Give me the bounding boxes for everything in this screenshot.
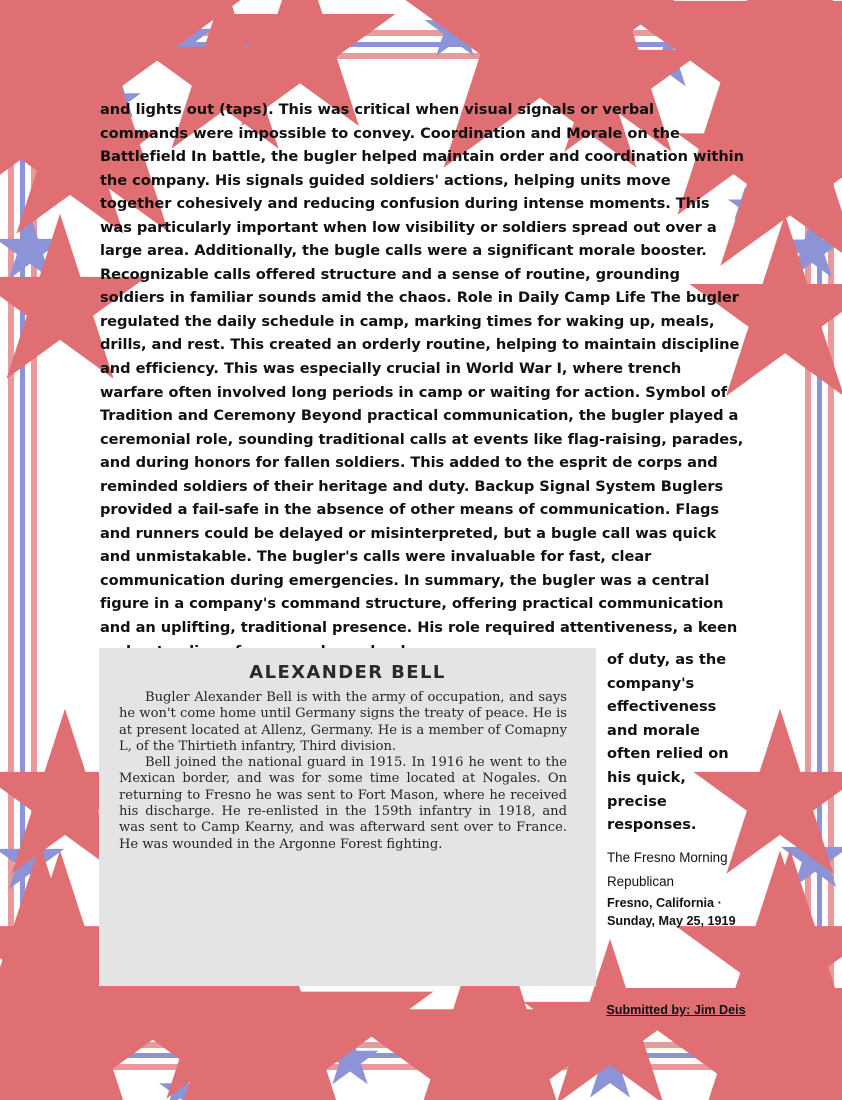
clipping-headline: ALEXANDER BELL (249, 662, 446, 683)
newspaper-clipping (99, 648, 596, 986)
submitted-by: Submitted by: Jim Deis (606, 1003, 746, 1017)
clipping-paragraph-2: Bell joined the national guard in 1915. In 1916 he went to the Mexican border, and was for some time located at Nogales. On returning to Fresno he was sent to Fort Mason, where he received his discharge. He re-enlisted in the 159th infantry in 1918, and was sent to Camp Kearny, and was afterward sent over to France. He was wounded in the Argonne Forest fighting. (119, 755, 567, 852)
article-continuation: of duty, as the company's effectiveness and morale often relied on his quick, precise responses. (607, 651, 729, 834)
source-citation (607, 846, 757, 930)
citation-location-date: Fresno, California · Sunday, May 25, 1919 (607, 895, 736, 928)
article-body: and lights out (taps). This was critical when visual signals or verbal commands were impossible to convey. Coordination and Morale on the Battlefield In battle, the bugler helped maintain order and coordination within the company. His signals guided soldiers' actions, helping units move together cohesively and reducing confusion during intense moments. This was particularly important when low visibility or soldiers spread out over a large area. Additionally, the bugle calls were a significant morale booster. Recognizable calls offered structure and a sense of routine, grounding soldiers in familiar sounds amid the chaos. Role in Daily Camp Life The bugler regulated the daily schedule in camp, marking times for waking up, meals, drills, and rest. This created an orderly routine, helping to maintain discipline and efficiency. This was especially crucial in World War I, where trench warfare often involved long periods in camp or waiting for action. Symbol of Tradition and Ceremony Beyond practical communication, the bugler played a ceremonial role, sounding traditional calls at events like flag-raising, parades, and during honors for fallen soldiers. This added to the esprit de corps and reminded soldiers of their heritage and duty. Backup Signal System Buglers provided a fail-safe in the absence of other means of communication. Flags and runners could be delayed or misinterpreted, but a bugle call was quick and unmistakable. The bugler's calls were invaluable for fast, clear communication during emergencies. In summary, the bugler was a central figure in a company's command structure, offering practical communication and an uplifting, traditional presence. His role required attentiveness, a keen (100, 101, 744, 637)
clipping-paragraph-1: Bugler Alexander Bell is with the army of occupation, and says he won't come home until Germany signs the treaty of peace. He is at present located at Allenz, Germany. He is a member of Comapny L, of the Thirtieth infantry, Third division. (119, 690, 567, 754)
citation-paper: The Fresno Morning Republican (607, 850, 728, 889)
clipping-body (119, 690, 567, 853)
